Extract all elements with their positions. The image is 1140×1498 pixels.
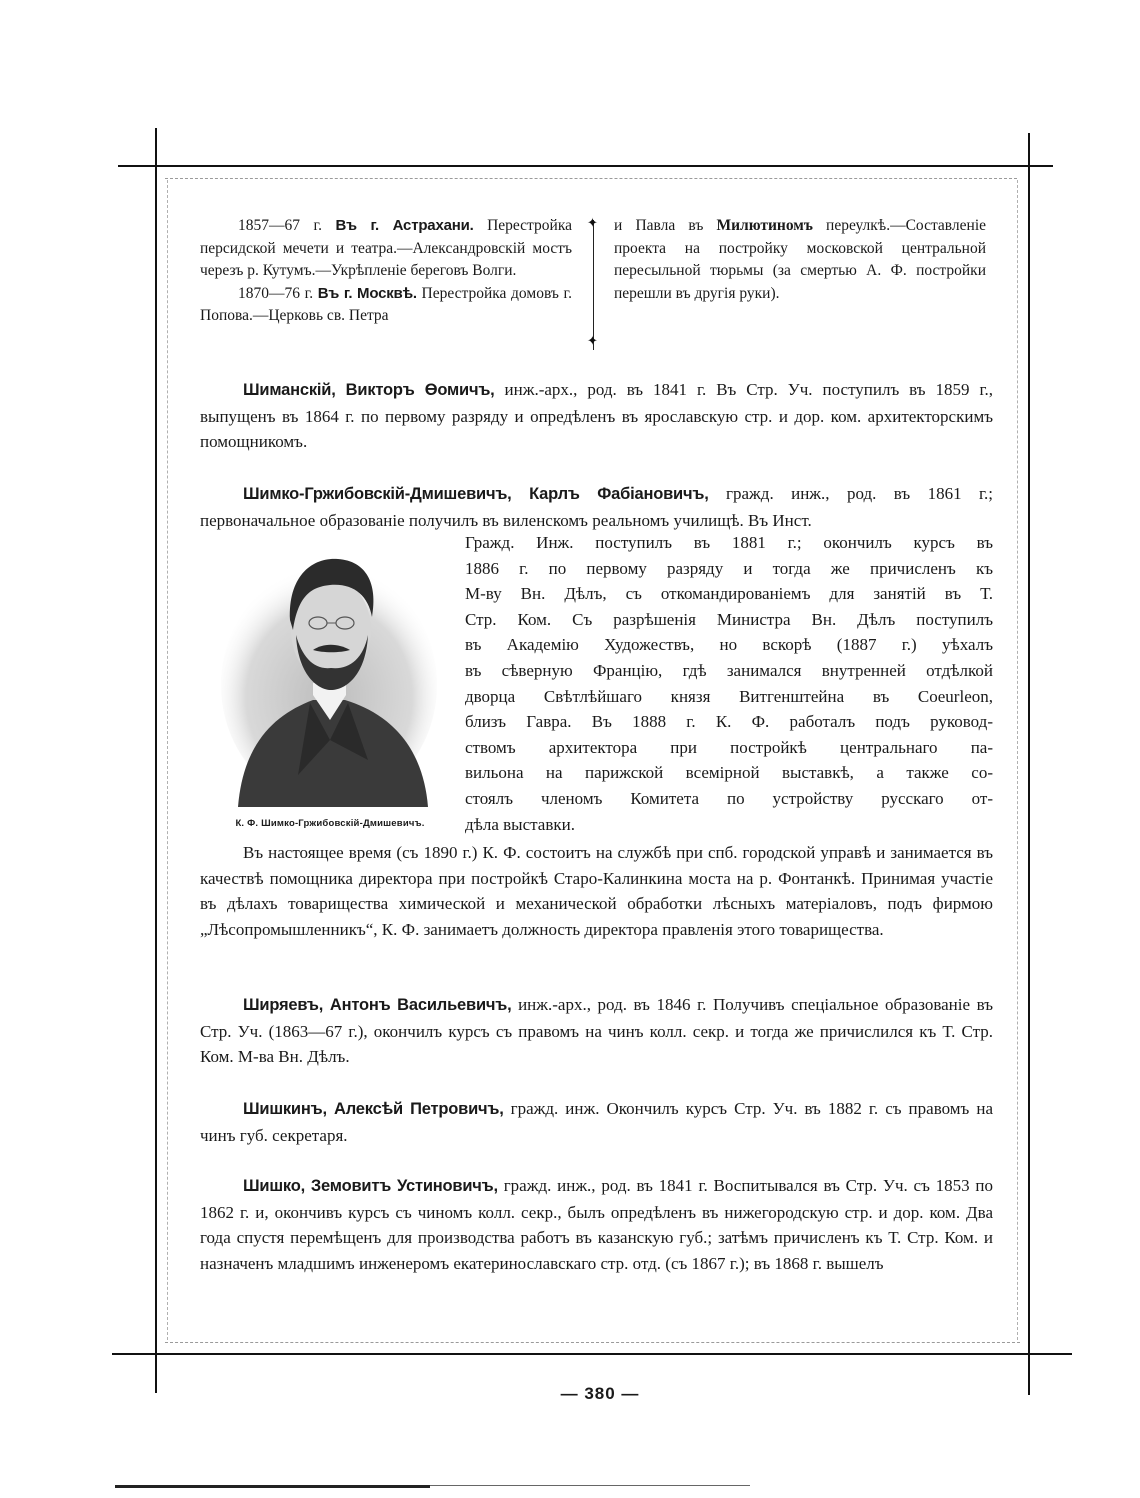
bottom-rule (112, 1353, 1072, 1355)
scan-artifact-line (115, 1485, 430, 1488)
wrapped-line: дворца Свѣтлѣйшаго князя Витгенштейна въ Coeurleon, (465, 686, 993, 706)
years-1870-76: 1870—76 г. (238, 284, 314, 302)
top-rule (118, 165, 1053, 167)
entry-text: гражд. инж., род. въ 1841 г. Воспитывался въ Стр. Уч. съ 1853 по 1862 г. и, окончивъ курсъ съ чиномъ колл. секр., былъ опредѣленъ въ нижегородскую стр. и дор. ком. Два года спустя перемѣщенъ для производства работъ въ казанскую губ.; затѣмъ причисленъ къ Т. Стр. Ком. и назначенъ младшимъ инженеромъ екатеринославскаго стр. отд. (съ 1867 г.); въ 1868 г. вышелъ (200, 1176, 994, 1273)
entry-shiryaev (200, 992, 993, 1070)
entry-shimko (200, 481, 993, 533)
inner-right-dashed-rule (1017, 180, 1018, 1340)
years-1857-67: 1857—67 г. (238, 217, 322, 234)
entry-paragraph (200, 1173, 993, 1276)
column-divider (593, 220, 594, 350)
entry-shimko-wrapped-text (465, 530, 993, 837)
left-frame-line (155, 128, 157, 1393)
moscow-text: Перестройка домовъ г. Попова.—Церковь св. Петра (200, 284, 572, 324)
place-moscow: Въ г. Москвѣ. (317, 284, 417, 302)
moscow-continued-paragraph (614, 215, 986, 305)
entry-paragraph (200, 377, 993, 455)
entry-name: Шишко, Земовитъ Устиновичъ, (243, 1177, 498, 1195)
portrait-image (218, 535, 440, 807)
entry-name: Шишкинъ, Алексѣй Петровичъ, (243, 1100, 504, 1118)
place-astrakhan: Въ г. Астрахани. (335, 217, 474, 234)
divider-ornament-top: ✦ (587, 215, 598, 230)
entry-text: инж.-арх., род. въ 1841 г. Въ Стр. Уч. поступилъ въ 1859 г., выпущенъ въ 1864 г. по первому разряду и опредѣленъ въ ярославскую стр. и дор. ком. архитекторскимъ помощникомъ. (200, 380, 994, 452)
portrait-engraving-icon (218, 535, 440, 807)
wrapped-line: Стр. Ком. Съ разрѣшенія Министра Вн. Дѣлъ поступилъ (465, 609, 993, 629)
entry-name: Шиманскій, Викторъ Өомичъ, (243, 381, 495, 399)
entry-shishko (200, 1173, 993, 1276)
wrapped-line: Гражд. Инж. поступилъ въ 1881 г.; окончилъ курсъ въ (465, 533, 993, 552)
entry-paragraph (200, 481, 993, 533)
top-left-column (200, 215, 572, 328)
entry-paragraph (200, 1096, 993, 1148)
scan-artifact-line-thin (430, 1485, 750, 1486)
divider-ornament-bottom: ✦ (587, 333, 598, 348)
entry-shimko-continuation (200, 840, 993, 942)
wrapped-line: дѣла выставки. (465, 814, 575, 834)
entry-name: Ширяевъ, Антонъ Васильевичъ, (243, 996, 512, 1014)
right-frame-line (1028, 133, 1030, 1395)
moscow-paragraph (200, 283, 572, 328)
wrapped-line: М-ву Вн. Дѣлъ, съ откомандированіемъ для занятій въ Т. (465, 584, 993, 604)
entry-shimansky (200, 377, 993, 455)
wrapped-line: ствомъ архитектора при постройкѣ центральнаго па- (465, 737, 993, 757)
wrapped-line: въ Академію Художествъ, но вскорѣ (1887 г.) уѣхалъ (465, 635, 993, 655)
astrakhan-text: Перестройка персидской мечети и театра.—Александровскій мостъ черезъ р. Кутумъ.—Укрѣпленіе береговъ Волги. (200, 217, 572, 279)
entry-name: Шимко-Гржибовскій-Дмишевичъ, Карлъ Фабіановичъ, (243, 485, 709, 503)
wrapped-line: вильона на парижской всемірной выставкѣ, а также со- (465, 763, 993, 783)
inner-top-dashed-rule (165, 178, 1017, 179)
entry-text: гражд. инж. Окончилъ курсъ Стр. Уч. въ 1882 г. съ правомъ на чинъ губ. секретаря. (200, 1099, 993, 1145)
top-right-column (614, 215, 986, 305)
inner-bottom-dashed-rule (165, 1342, 1020, 1343)
entry-text: инж.-арх., род. въ 1846 г. Получивъ спеціальное образованіе въ Стр. Уч. (1863—67 г.), окончилъ курсъ съ правомъ на чинъ колл. секр. и тогда же причислился къ Т. Стр. Ком. М-ва Вн. Дѣлъ. (200, 995, 994, 1067)
right-text-pre: и Павла въ (614, 217, 717, 234)
entry-shishkin (200, 1096, 993, 1148)
inner-left-dashed-rule (167, 180, 168, 1340)
astrakhan-paragraph (200, 215, 572, 283)
entry-paragraph (200, 992, 993, 1070)
wrapped-line: стоялъ членомъ Комитета по устройству русскаго от- (465, 788, 993, 808)
wrapped-line: близъ Гавра. Въ 1888 г. К. Ф. работалъ подъ руковод- (465, 712, 993, 732)
wrapped-line: въ сѣверную Францію, гдѣ занимался внутренней отдѣлкой (465, 660, 993, 680)
right-text-post: переулкѣ.—Составленіе проекта на постройку московской центральной пересыльной тюрьмы (за смертью А. Ф. постройки перешли въ другія руки). (614, 217, 987, 302)
portrait-caption: К. Ф. Шимко-Гржибовскій-Дмишевичъ. (235, 818, 425, 829)
wrapped-line: 1886 г. по первому разряду и тогда же причисленъ къ (465, 558, 993, 578)
page-number: — 380 — (560, 1384, 640, 1403)
street-name-bold: Милютиномъ (716, 217, 813, 234)
entry-text: гражд. инж., род. въ 1861 г.; первоначальное образованіе получилъ въ виленскомъ реальномъ училищѣ. Въ Инст. (200, 484, 994, 530)
entry-paragraph: Въ настоящее время (съ 1890 г.) К. Ф. состоитъ на службѣ при спб. городской управѣ и занимается въ качествѣ помощника директора при постройкѣ Старо-Калинкина моста на р. Фонтанкѣ. Принимая участіе въ дѣлахъ товарищества химической и механической обработки лѣсныхъ матеріаловъ, подъ фирмою „Лѣсопромышленникъ“, К. Ф. занимаетъ должность директора правленія этого товарищества. (200, 843, 993, 939)
